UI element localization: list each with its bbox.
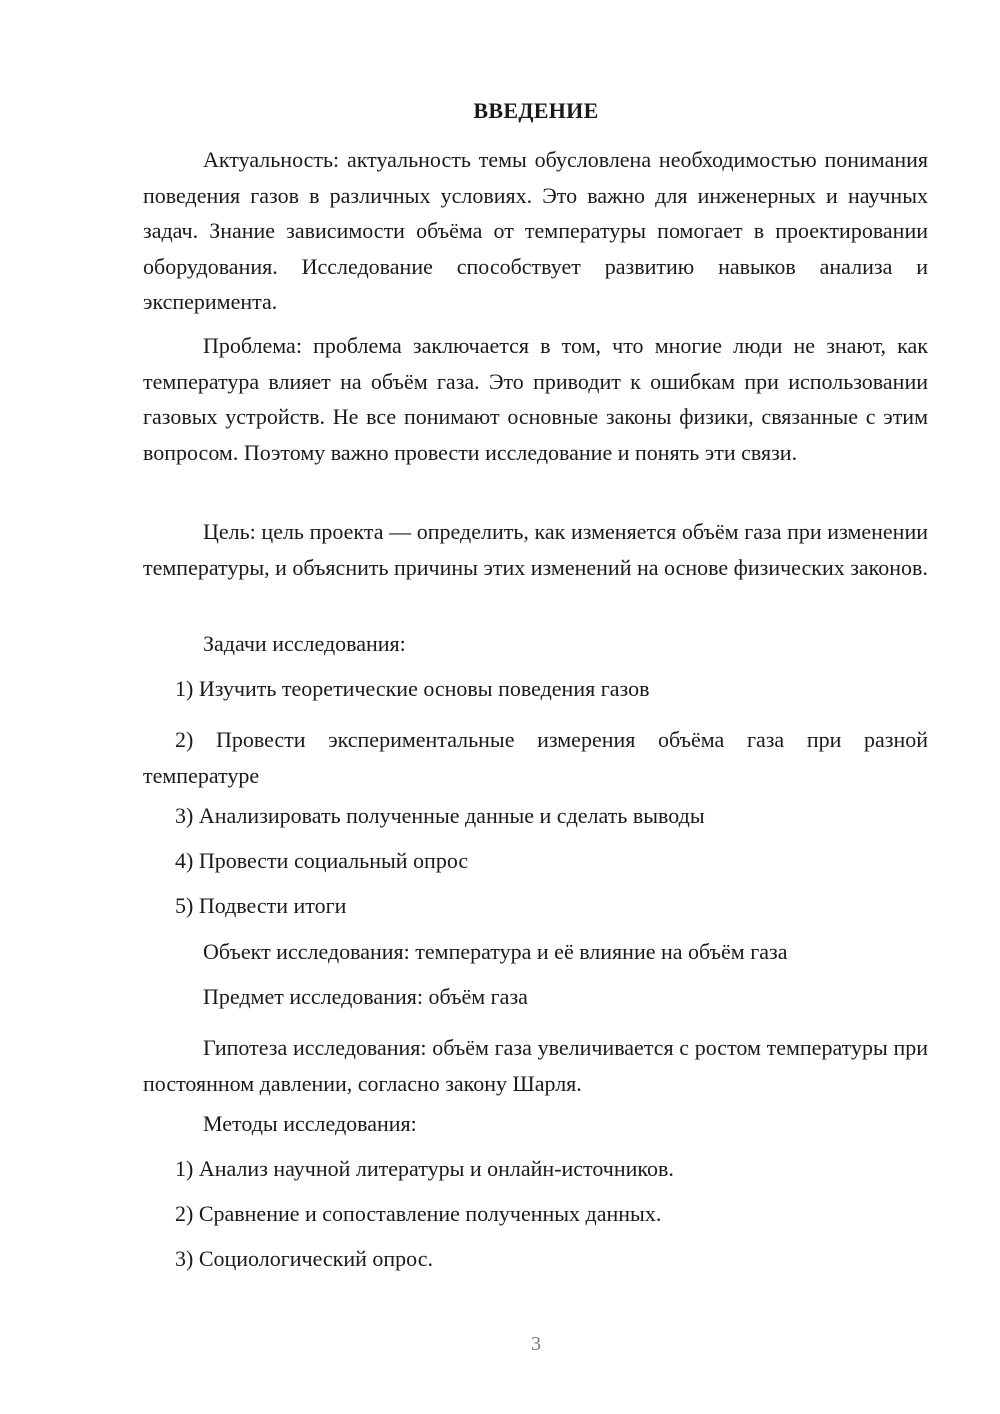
- paragraph-problem: Проблема: проблема заключается в том, что многие люди не знают, как температура влияет на объём газа. Это приводит к ошибкам при использовании газовых устройств. Не все понимают основные законы физики, связанные с этим вопросом. Поэтому важно провести исследование и понять эти связи.: [143, 333, 928, 465]
- task-item-4: 4) Провести социальный опрос: [175, 848, 469, 873]
- task-item-1: 1) Изучить теоретические основы поведения газов: [175, 676, 650, 701]
- tasks-title: Задачи исследования:: [203, 631, 406, 656]
- task-item-2: 2) Провести экспериментальные измерения объёма газа при разной температуре: [143, 727, 928, 788]
- research-object: Объект исследования: температура и её влияние на объём газа: [203, 939, 788, 964]
- page-number: 3: [531, 1333, 541, 1355]
- methods-title: Методы исследования:: [203, 1111, 417, 1136]
- method-item-1: 1) Анализ научной литературы и онлайн-источников.: [175, 1156, 674, 1181]
- paragraph-relevance: Актуальность: актуальность темы обусловлена необходимостью понимания поведения газов в различных условиях. Это важно для инженерных и научных задач. Знание зависимости объёма от температуры помогает в проектировании оборудования. Исследование способствует развитию навыков анализа и эксперимента.: [143, 147, 928, 314]
- paragraph-goal: Цель: цель проекта — определить, как изменяется объём газа при изменении температуры, и объяснить причины этих изменений на основе физических законов.: [143, 519, 928, 580]
- method-item-3: 3) Социологический опрос.: [175, 1246, 433, 1271]
- section-heading: ВВЕДЕНИЕ: [473, 98, 599, 123]
- research-subject: Предмет исследования: объём газа: [203, 984, 528, 1009]
- method-item-2: 2) Сравнение и сопоставление полученных данных.: [175, 1201, 662, 1226]
- task-item-5: 5) Подвести итоги: [175, 893, 347, 918]
- task-item-3: 3) Анализировать полученные данные и сделать выводы: [175, 803, 705, 828]
- paragraph-hypothesis: Гипотеза исследования: объём газа увеличивается с ростом температуры при постоянном давлении, согласно закону Шарля.: [143, 1035, 928, 1096]
